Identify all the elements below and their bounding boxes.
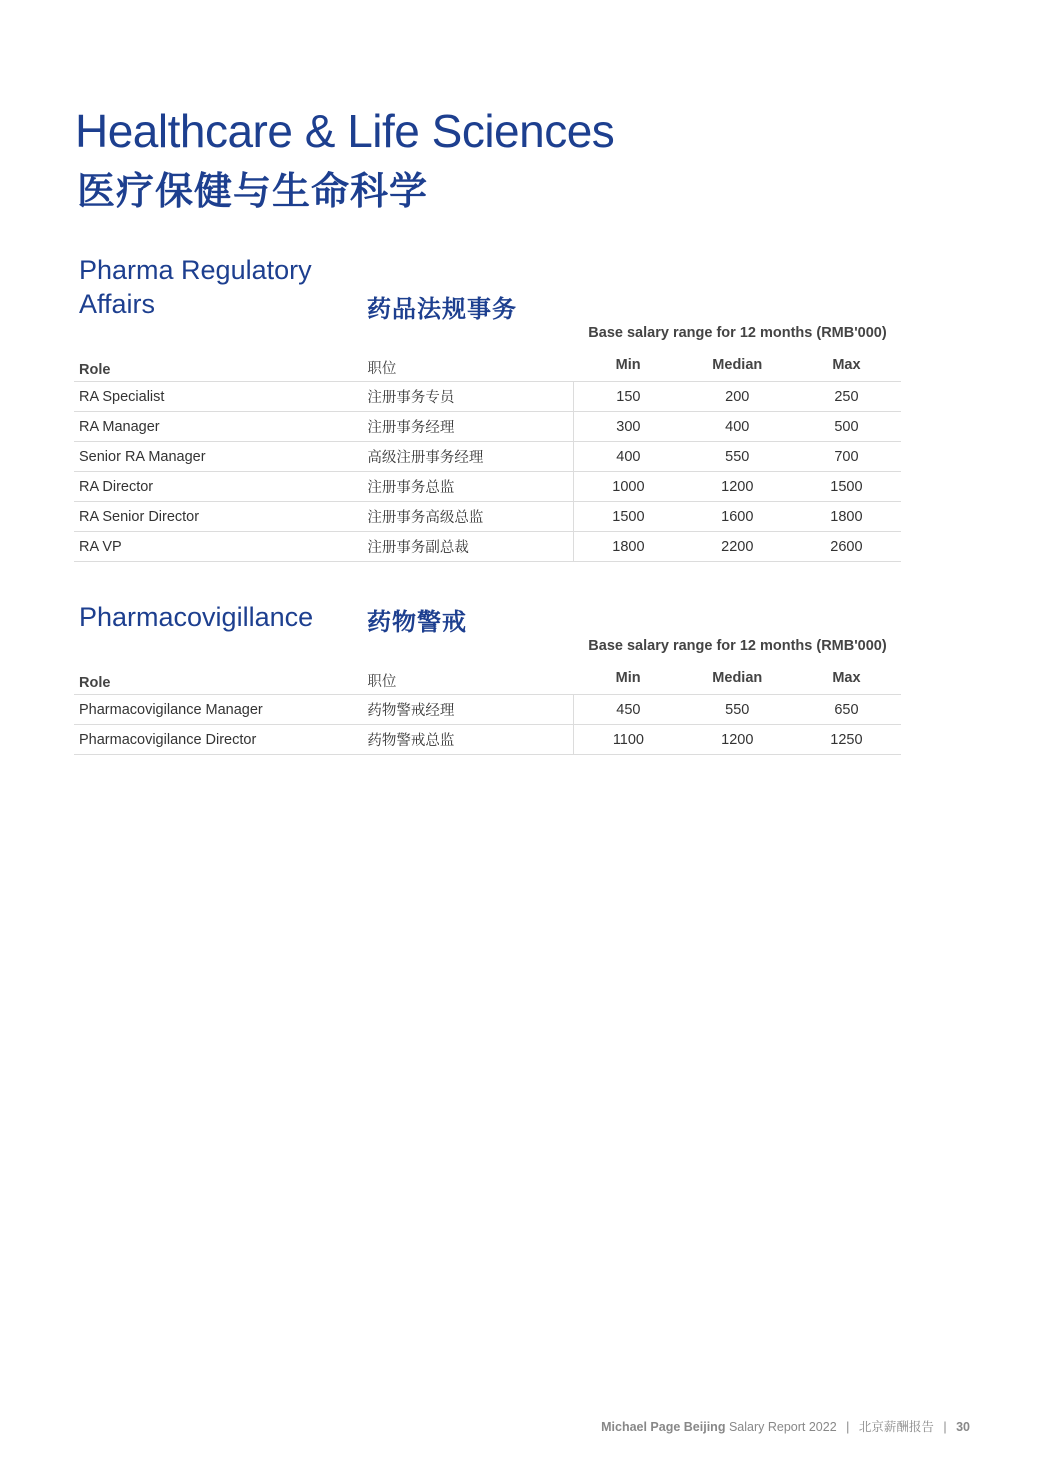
- page-title-chinese: 医疗保健与生命科学: [77, 171, 429, 213]
- role-zh-cell: 药物警戒经理: [362, 695, 573, 725]
- max-cell: 1800: [792, 502, 901, 532]
- role-zh-cell: 注册事务经理: [362, 412, 573, 442]
- median-header: Median: [712, 669, 763, 686]
- role-cell: Senior RA Manager: [74, 442, 362, 472]
- max-cell: 1250: [792, 725, 901, 755]
- table-row: [74, 532, 901, 562]
- median-cell: 200: [683, 382, 792, 412]
- role-cell: RA Senior Director: [74, 502, 362, 532]
- median-cell: 1200: [683, 725, 792, 755]
- salary-range-label: Base salary range for 12 months (RMB'000): [588, 638, 887, 654]
- min-cell: 1000: [574, 472, 683, 502]
- salary-table-pharmacovigilance: [74, 661, 901, 755]
- table-row: [74, 412, 901, 442]
- table-row: [74, 472, 901, 502]
- max-cell: 700: [792, 442, 901, 472]
- role-zh-header: 职位: [367, 674, 397, 690]
- role-zh-cell: 注册事务副总裁: [362, 532, 573, 562]
- salary-table-regulatory: [74, 348, 901, 562]
- max-cell: 500: [792, 412, 901, 442]
- role-cell: Pharmacovigilance Manager: [74, 695, 362, 725]
- footer-separator: |: [943, 1420, 947, 1434]
- role-zh-cell: 注册事务专员: [362, 382, 573, 412]
- table-header-row: [74, 348, 901, 382]
- table-row: [74, 725, 901, 755]
- max-cell: 2600: [792, 532, 901, 562]
- min-cell: 1100: [574, 725, 683, 755]
- role-zh-cell: 注册事务高级总监: [362, 502, 573, 532]
- median-cell: 550: [683, 442, 792, 472]
- role-zh-header: 职位: [367, 361, 397, 377]
- table-header-row: [74, 661, 901, 695]
- page-number: 30: [956, 1420, 970, 1434]
- median-cell: 550: [683, 695, 792, 725]
- max-cell: 250: [792, 382, 901, 412]
- max-header: Max: [832, 669, 861, 686]
- min-cell: 150: [574, 382, 683, 412]
- median-cell: 400: [683, 412, 792, 442]
- footer-separator: |: [846, 1420, 850, 1434]
- salary-range-label: Base salary range for 12 months (RMB'000): [588, 325, 887, 341]
- role-cell: RA Specialist: [74, 382, 362, 412]
- role-cell: RA Director: [74, 472, 362, 502]
- median-cell: 2200: [683, 532, 792, 562]
- footer-report: Salary Report 2022: [728, 1420, 837, 1434]
- footer-report-chinese: 北京薪酬报告: [858, 1420, 934, 1434]
- role-cell: Pharmacovigilance Director: [74, 725, 362, 755]
- min-cell: 1500: [574, 502, 683, 532]
- min-header: Min: [615, 356, 641, 373]
- max-cell: 1500: [792, 472, 901, 502]
- min-cell: 1800: [574, 532, 683, 562]
- page-title: Healthcare & Life Sciences: [75, 105, 615, 157]
- footer-brand: Michael Page Beijing: [601, 1420, 726, 1434]
- table-row: [74, 695, 901, 725]
- min-cell: 300: [574, 412, 683, 442]
- role-zh-cell: 高级注册事务经理: [362, 442, 573, 472]
- role-header: Role: [79, 362, 111, 378]
- section-title-regulatory-chinese: 药品法规事务: [367, 296, 517, 323]
- min-header: Min: [615, 669, 641, 686]
- role-zh-cell: 药物警戒总监: [362, 725, 573, 755]
- median-header: Median: [712, 356, 763, 373]
- section-title-pharmacovigilance-chinese: 药物警戒: [367, 609, 467, 636]
- page-footer: [601, 1417, 970, 1435]
- max-cell: 650: [792, 695, 901, 725]
- role-cell: RA VP: [74, 532, 362, 562]
- table-row: [74, 502, 901, 532]
- min-cell: 450: [574, 695, 683, 725]
- median-cell: 1200: [683, 472, 792, 502]
- role-header: Role: [79, 675, 111, 691]
- min-cell: 400: [574, 442, 683, 472]
- role-zh-cell: 注册事务总监: [362, 472, 573, 502]
- median-cell: 1600: [683, 502, 792, 532]
- table-row: [74, 382, 901, 412]
- table-row: [74, 442, 901, 472]
- section-title-regulatory: Pharma Regulatory Affairs: [79, 255, 312, 319]
- max-header: Max: [832, 356, 861, 373]
- role-cell: RA Manager: [74, 412, 362, 442]
- section-title-pharmacovigilance: Pharmacovigillance: [79, 602, 314, 632]
